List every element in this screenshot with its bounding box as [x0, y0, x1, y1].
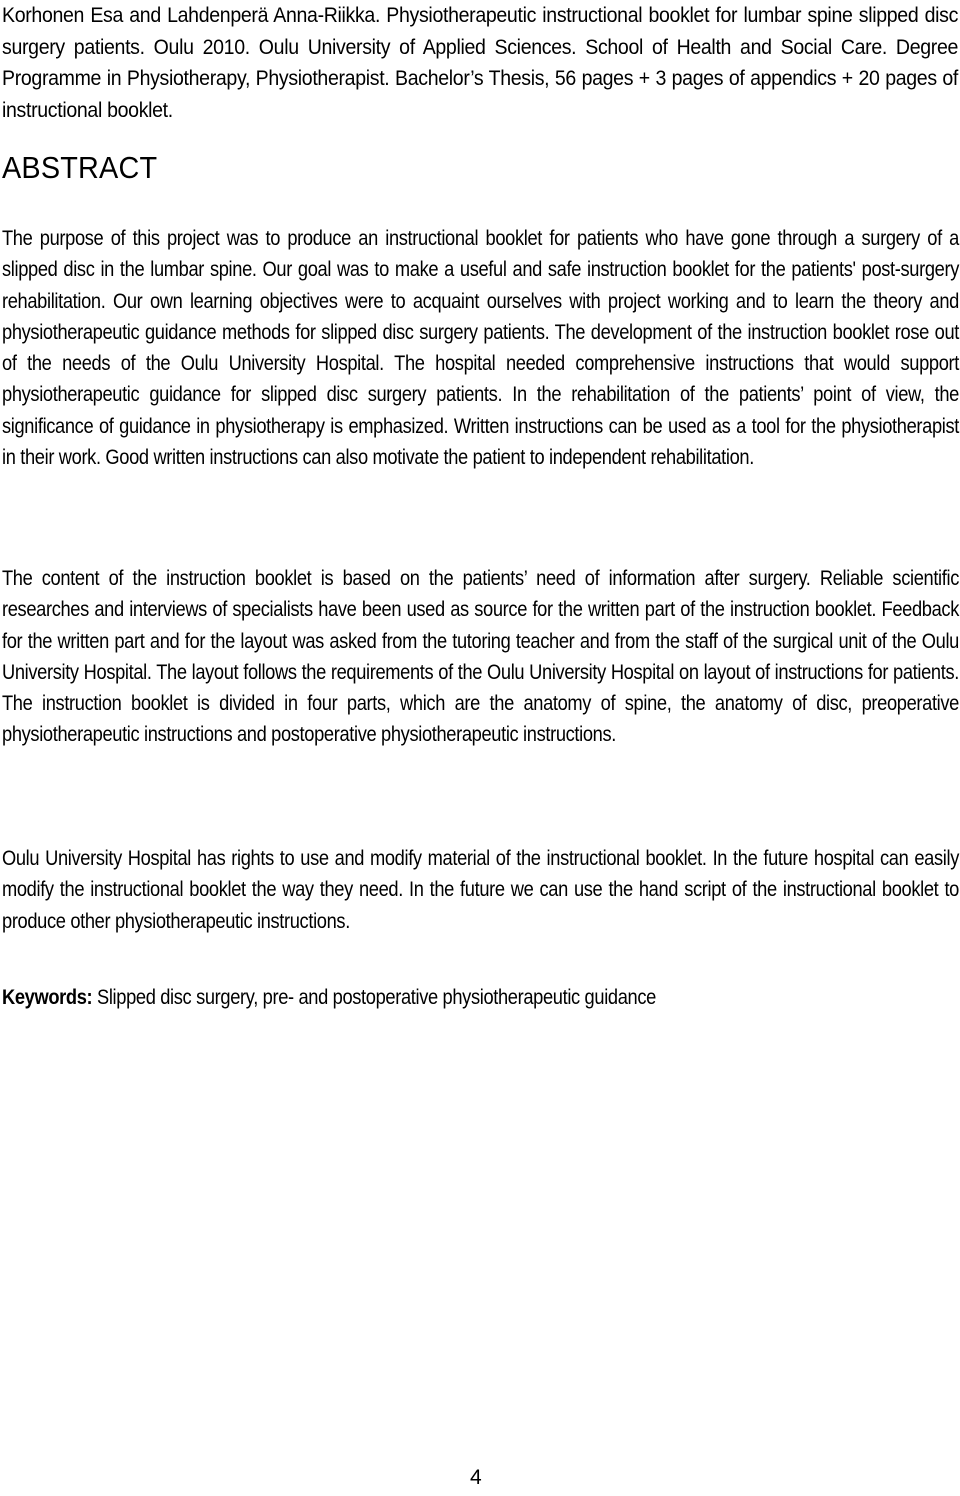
page-number: 4 — [470, 1466, 482, 1489]
abstract-paragraph-purpose: The purpose of this project was to produce an instructional booklet for patients who have gone through a surgery of a slipped disc in the lumbar spine. Our goal was to make a useful and safe instruction booklet for the patients' post-surgery rehabilitation. Our own learning objectives were to acquaint ourselves with project working and to learn the theory and physiotherapeutic guidance methods for slipped disc surgery patients. The development of the instruction booklet rose out of the needs of the Oulu University Hospital. The hospital needed comprehensive instructions that would support physiotherapeutic guidance for slipped disc surgery patients. In the rehabilitation of the patients’ point of view, the significance of guidance in physiotherapy is emphasized. Written instructions can be used as a tool for the physiotherapist in their work. Good written instructions can also motivate the patient to independent rehabilitation. — [2, 227, 959, 470]
keywords-label: Keywords: — [2, 986, 93, 1009]
keywords-text: Slipped disc surgery, pre- and postoperative physiotherapeutic guidance — [92, 986, 656, 1009]
thesis-citation: Korhonen Esa and Lahdenperä Anna-Riikka. Physiotherapeutic instructional booklet for lumbar spine slipped disc surgery patients. Oulu 2010. Oulu University of Applied Sciences. School of Health and Social Care. Degree Programme in Physiotherapy, Physiotherapist. Bachelor’s Thesis, 56 pages + 3 pages of appendics + 20 pages of instructional booklet. — [2, 4, 959, 122]
abstract-heading: ABSTRACT — [2, 150, 158, 185]
abstract-paragraph-content: The content of the instruction booklet is based on the patients’ need of information after surgery. Reliable scientific researches and interviews of specialists have been used as source for the written part of the instruction booklet. Feedback for the written part and for the layout was asked from the tutoring teacher and from the staff of the surgical unit of the Oulu University Hospital. The layout follows the requirements of the Oulu University Hospital on layout of instructions for patients. The instruction booklet is divided in four parts, which are the anatomy of spine, the anatomy of disc, preoperative physiotherapeutic instructions and postoperative physiotherapeutic instructions. — [2, 567, 959, 747]
keywords-line — [2, 982, 656, 1013]
abstract-paragraph-rights: Oulu University Hospital has rights to use and modify material of the instructional booklet. In the future hospital can easily modify the instructional booklet the way they need. In the future we can use the hand script of the instructional booklet to produce other physiotherapeutic instructions. — [2, 847, 959, 933]
